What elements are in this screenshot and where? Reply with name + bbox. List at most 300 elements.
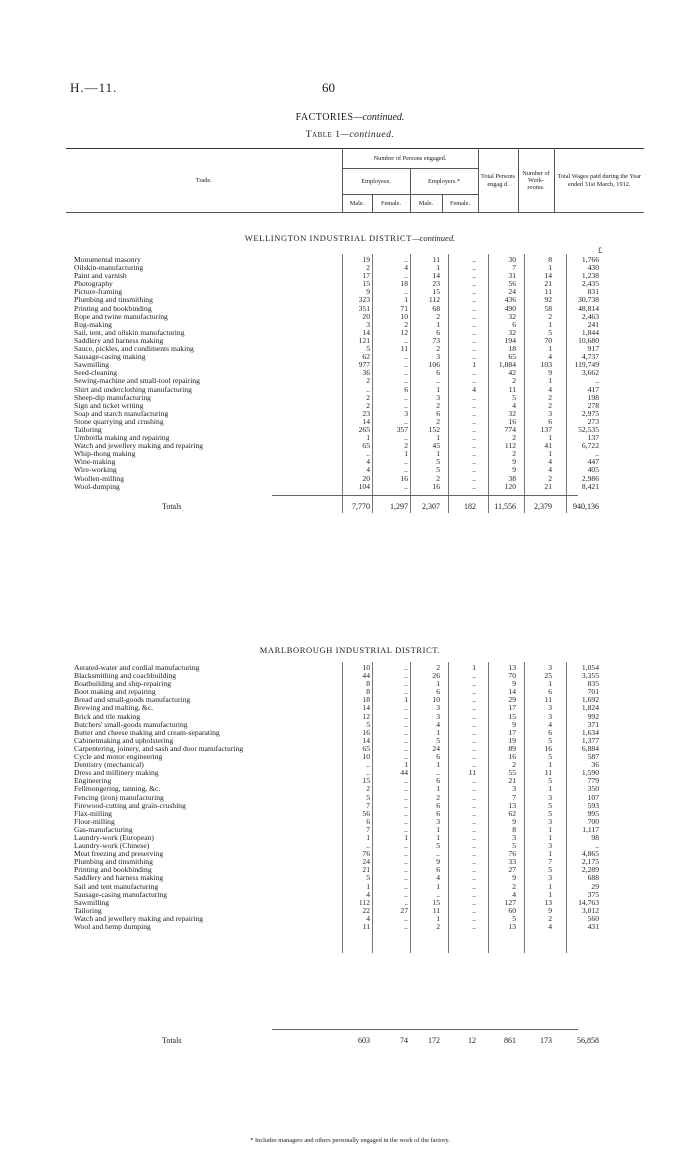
trade-name: Rug-making (74, 320, 112, 329)
cell-workrooms: 3 (548, 408, 552, 418)
cell-workrooms: 1 (548, 433, 552, 443)
table-row (66, 450, 644, 458)
cell-employees-male: 20 (362, 473, 370, 483)
cell-workrooms: 1 (548, 832, 552, 842)
header-workrooms: Number of Work-rooms. (518, 149, 554, 213)
cell-employees-female: .. (404, 792, 408, 802)
header-persons-engaged: Number of Persons engaged. (342, 149, 478, 169)
cell-employers-male: 5 (436, 841, 440, 851)
cell-employers-male: 5 (436, 735, 440, 745)
table-row (66, 418, 644, 426)
cell-employees-female: .. (404, 457, 408, 467)
document-title (0, 112, 700, 123)
cell-employees-male: 7 (366, 824, 370, 834)
cell-employees-male: 19 (362, 255, 370, 264)
cell-employees-male: 15 (362, 279, 370, 289)
total-workrooms: 2,379 (534, 502, 552, 511)
cell-wages: 1,054 (581, 663, 599, 672)
cell-wages: 98 (591, 832, 599, 842)
trade-name: Bread and small-goods manufacturing (74, 696, 191, 705)
cell-wages: 48,814 (578, 303, 599, 313)
cell-employers-female: .. (472, 424, 476, 434)
trade-name: Cabinetmaking and upholstering (74, 736, 174, 745)
table-row (66, 818, 644, 826)
cell-employees-male: 14 (362, 327, 370, 337)
cell-employers-female: .. (472, 711, 476, 721)
cell-wages: 1,824 (581, 703, 599, 713)
cell-employers-female: .. (472, 368, 476, 378)
cell-employers-male: 14 (432, 271, 440, 281)
cell-total-persons: 127 (504, 897, 516, 907)
cell-employers-male: 24 (432, 743, 440, 753)
cell-total-persons: 9 (512, 465, 516, 475)
table-row (66, 434, 644, 442)
cell-workrooms: 1 (548, 344, 552, 354)
table-row (66, 704, 644, 712)
cell-employees-male: 4 (366, 457, 370, 467)
cell-employees-male: 4 (366, 913, 370, 923)
cell-wages: .. (595, 449, 599, 459)
cell-wages: 1,377 (581, 735, 599, 745)
cell-employees-female: .. (404, 255, 408, 264)
cell-employers-male: 3 (436, 711, 440, 721)
cell-employees-female: .. (404, 922, 408, 931)
cell-employees-female: 1 (404, 832, 408, 842)
cell-employers-female: .. (472, 263, 476, 273)
totals-rule (272, 495, 578, 496)
cell-employers-male: 3 (436, 392, 440, 402)
trade-name: Printing and bookbinding (74, 304, 152, 313)
cell-workrooms: 4 (548, 384, 552, 394)
cell-wages: 593 (587, 800, 599, 810)
column-rule (342, 254, 343, 513)
cell-employees-female: .. (404, 865, 408, 875)
trade-name: Rope and twine manufacturing (74, 312, 168, 321)
cell-wages: 29 (591, 881, 599, 891)
cell-employers-female: .. (472, 376, 476, 386)
cell-wages: 917 (587, 344, 599, 354)
cell-employees-female: 12 (400, 327, 408, 337)
column-rule (410, 662, 411, 953)
cell-employers-male: .. (436, 889, 440, 899)
cell-total-persons: 6 (512, 319, 516, 329)
cell-total-persons: 112 (504, 441, 516, 451)
cell-workrooms: 1 (548, 889, 552, 899)
cell-wages: 688 (587, 873, 599, 883)
cell-workrooms: 1 (548, 881, 552, 891)
cell-total-persons: 7 (512, 792, 516, 802)
cell-employers-female: .. (472, 792, 476, 802)
cell-workrooms: 11 (544, 287, 552, 297)
cell-total-persons: 32 (508, 408, 516, 418)
table-row (66, 264, 644, 272)
table-row (66, 296, 644, 304)
total-employees-female: 1,297 (390, 502, 408, 511)
table-row (66, 466, 644, 474)
cell-employers-male: 6 (436, 808, 440, 818)
cell-wages: 1,238 (581, 271, 599, 281)
column-rule (342, 662, 343, 953)
trade-name: Wine-making (74, 458, 116, 467)
cell-employees-female: .. (404, 889, 408, 899)
cell-employers-male: 1 (436, 679, 440, 689)
cell-total-persons: 18 (508, 344, 516, 354)
trade-name: Shirt and underclothing manufacturing (74, 385, 192, 394)
cell-employers-male: 6 (436, 865, 440, 875)
cell-total-persons: 29 (508, 695, 516, 705)
trade-name: Engineering (74, 777, 112, 786)
trade-name: Sauce, pickles, and condiments making (74, 345, 194, 354)
cell-employers-male: 1 (436, 384, 440, 394)
trade-name: Wool-dumping (74, 482, 120, 491)
cell-employers-male: 23 (432, 279, 440, 289)
cell-employers-female: .. (472, 433, 476, 443)
cell-employers-male: 1 (436, 449, 440, 459)
header-employers-male: Male. (410, 195, 442, 213)
cell-employers-male: 45 (432, 441, 440, 451)
cell-wages: .. (595, 376, 599, 386)
cell-workrooms: 2 (548, 473, 552, 483)
cell-workrooms: 5 (548, 327, 552, 337)
cell-employees-female: .. (404, 727, 408, 737)
cell-wages: 2,175 (581, 857, 599, 867)
cell-employers-female: .. (472, 287, 476, 297)
cell-employees-male: 1 (366, 881, 370, 891)
table-row (66, 794, 644, 802)
cell-employees-male: 24 (362, 857, 370, 867)
table-row (66, 721, 644, 729)
cell-total-persons: 70 (508, 671, 516, 681)
cell-employees-male: 5 (366, 344, 370, 354)
cell-wages: 30,738 (578, 295, 599, 305)
cell-employers-male: 6 (436, 752, 440, 762)
cell-employers-female: .. (472, 800, 476, 810)
cell-wages: 6,884 (581, 743, 599, 753)
totals-label: Totals (162, 1036, 182, 1045)
table-row (66, 834, 644, 842)
cell-employers-female: .. (472, 735, 476, 745)
cell-total-persons: 19 (508, 735, 516, 745)
cell-employers-male: 1 (436, 832, 440, 842)
cell-total-persons: 38 (508, 473, 516, 483)
cell-employers-female: .. (472, 913, 476, 923)
cell-workrooms: 6 (548, 416, 552, 426)
cell-employees-female: 6 (404, 384, 408, 394)
trade-name: Saddlery and harness making (74, 874, 164, 883)
cell-total-persons: 436 (504, 295, 516, 305)
cell-employers-female: .. (472, 481, 476, 491)
cell-employers-male: 11 (432, 255, 440, 264)
cell-wages: 1,844 (581, 327, 599, 337)
column-rule (448, 662, 449, 953)
cell-workrooms: 3 (548, 703, 552, 713)
table-row (66, 672, 644, 680)
cell-employees-male: 5 (366, 719, 370, 729)
cell-workrooms: 70 (544, 335, 552, 345)
trade-name: Sail and tent manufacturing (74, 882, 159, 891)
table-row (66, 256, 644, 264)
cell-total-persons: 13 (508, 800, 516, 810)
cell-employers-male: 5 (436, 457, 440, 467)
cell-employees-female: .. (404, 416, 408, 426)
cell-total-persons: 2 (512, 760, 516, 770)
cell-total-persons: 60 (508, 905, 516, 915)
cell-employees-female: 3 (404, 408, 408, 418)
cell-workrooms: 2 (548, 311, 552, 321)
cell-total-persons: 9 (512, 719, 516, 729)
trade-name: Stone quarrying and crushing (74, 417, 164, 426)
trade-name: Wire-working (74, 466, 117, 475)
cell-wages: 2,435 (581, 279, 599, 289)
cell-employees-female: 16 (400, 473, 408, 483)
table-row (66, 745, 644, 753)
cell-employees-male: 21 (362, 865, 370, 875)
cell-workrooms: 5 (548, 735, 552, 745)
cell-employees-female: .. (404, 800, 408, 810)
cell-workrooms: 4 (548, 352, 552, 362)
cell-employers-female: .. (472, 905, 476, 915)
cell-employees-male: 112 (358, 897, 370, 907)
cell-employees-female: .. (404, 392, 408, 402)
cell-employers-female: 1 (472, 360, 476, 370)
cell-workrooms: 11 (544, 695, 552, 705)
cell-wages: 137 (587, 433, 599, 443)
table-row (66, 907, 644, 915)
cell-employers-female: .. (472, 400, 476, 410)
cell-wages: 1,590 (581, 768, 599, 778)
cell-employers-female: 4 (472, 384, 476, 394)
cell-employers-male: 2 (436, 400, 440, 410)
table-row (66, 810, 644, 818)
cell-employers-male: 3 (436, 352, 440, 362)
cell-workrooms: 1 (548, 784, 552, 794)
cell-employees-male: 15 (362, 776, 370, 786)
cell-employers-female: .. (472, 873, 476, 883)
table-row (66, 883, 644, 891)
table-row (66, 361, 644, 369)
cell-employers-female: .. (472, 760, 476, 770)
cell-wages: 779 (587, 776, 599, 786)
cell-employers-female: .. (472, 303, 476, 313)
table-row (66, 680, 644, 688)
cell-wages: 2,463 (581, 311, 599, 321)
cell-employees-female: .. (404, 881, 408, 891)
trade-name: Sign and ticket writing (74, 401, 144, 410)
cell-employees-male: 8 (366, 679, 370, 689)
cell-wages: 405 (587, 465, 599, 475)
table-row (66, 483, 644, 491)
total-employees-female: 74 (400, 1036, 408, 1045)
cell-employers-male: 2 (436, 473, 440, 483)
cell-employers-male: 152 (428, 424, 440, 434)
cell-employees-male: 323 (358, 295, 370, 305)
cell-employees-male: 121 (358, 335, 370, 345)
cell-wages: 417 (587, 384, 599, 394)
header-employers: Employers.* (410, 169, 478, 195)
cell-employers-male: 1 (436, 433, 440, 443)
table-row (66, 891, 644, 899)
trade-name: Tailoring (74, 425, 102, 434)
cell-wages: 10,680 (578, 335, 599, 345)
section-title-text: WELLINGTON INDUSTRIAL DISTRICT (244, 233, 412, 243)
cell-total-persons: 55 (508, 768, 516, 778)
table-row (66, 369, 644, 377)
trade-name: Plumbing and tinsmithing (74, 296, 153, 305)
cell-employers-female: .. (472, 752, 476, 762)
cell-workrooms: 7 (548, 857, 552, 867)
total-workrooms: 173 (540, 1036, 552, 1045)
trade-name: Sail, tent, and oilskin manufacturing (74, 328, 185, 337)
cell-employees-female: 2 (404, 319, 408, 329)
cell-workrooms: 5 (548, 776, 552, 786)
cell-wages: 1,692 (581, 695, 599, 705)
cell-total-persons: 774 (504, 424, 516, 434)
cell-employers-male: 1 (436, 913, 440, 923)
cell-total-persons: 2 (512, 433, 516, 443)
cell-total-persons: 76 (508, 849, 516, 859)
totals-rule (272, 1029, 578, 1030)
cell-employers-female: .. (472, 849, 476, 859)
cell-wages: 8,421 (581, 481, 599, 491)
cell-employees-female: .. (404, 808, 408, 818)
table-row (66, 777, 644, 785)
trade-name: Printing and bookbinding (74, 866, 152, 875)
cell-wages: 2,975 (581, 408, 599, 418)
cell-total-persons: 21 (508, 776, 516, 786)
trade-name: Watch and jewellery making and repairing (74, 442, 204, 451)
cell-workrooms: 1 (548, 849, 552, 859)
table-row (66, 402, 644, 410)
cell-wages: 3,662 (581, 368, 599, 378)
cell-employees-male: 23 (362, 408, 370, 418)
cell-workrooms: 6 (548, 687, 552, 697)
cell-employers-male: 6 (436, 368, 440, 378)
cell-wages: 241 (587, 319, 599, 329)
cell-workrooms: 4 (548, 465, 552, 475)
cell-employers-female: .. (472, 279, 476, 289)
cell-wages: 447 (587, 457, 599, 467)
wellington-rows (66, 256, 644, 491)
cell-employees-male: 265 (358, 424, 370, 434)
table-row (66, 713, 644, 721)
table-row (66, 842, 644, 850)
total-wages: 940,136 (573, 502, 599, 511)
cell-employees-female: .. (404, 465, 408, 475)
cell-employers-female: .. (472, 865, 476, 875)
table-row (66, 769, 644, 777)
table-row (66, 753, 644, 761)
cell-employees-male: 10 (362, 752, 370, 762)
cell-employees-male: 65 (362, 441, 370, 451)
trade-name: Boatbuilding and ship-repairing (74, 680, 172, 689)
column-rule (488, 662, 489, 953)
cell-wages: 273 (587, 416, 599, 426)
table-row (66, 802, 644, 810)
cell-workrooms: 21 (544, 481, 552, 491)
table-row (66, 761, 644, 769)
cell-workrooms: 1 (548, 263, 552, 273)
cell-wages: 278 (587, 400, 599, 410)
cell-workrooms: 2 (548, 913, 552, 923)
cell-wages: 831 (587, 287, 599, 297)
cell-employees-female: .. (404, 287, 408, 297)
cell-employees-female: 2 (404, 441, 408, 451)
cell-employees-female: .. (404, 703, 408, 713)
table-row (66, 475, 644, 483)
column-rule (488, 254, 489, 513)
trade-name: Dentistry (mechanical) (74, 761, 144, 770)
header-employees-female: Female. (372, 195, 410, 213)
cell-employers-male: 2 (436, 311, 440, 321)
cell-total-persons: 11 (508, 384, 516, 394)
cell-employees-female: .. (404, 849, 408, 859)
cell-employees-male: 5 (366, 873, 370, 883)
trade-name: Butchers' small-goods manufacturing (74, 720, 188, 729)
cell-workrooms: 41 (544, 441, 552, 451)
cell-employers-female: .. (472, 824, 476, 834)
cell-employees-male: 104 (358, 481, 370, 491)
total-employees-male: 7,770 (352, 502, 370, 511)
trade-name: Boot making and repairing (74, 688, 156, 697)
cell-employers-male: 15 (432, 287, 440, 297)
cell-workrooms: 58 (544, 303, 552, 313)
table-row (66, 313, 644, 321)
header-employers-female: Female. (442, 195, 478, 213)
cell-employers-female: .. (472, 449, 476, 459)
cell-employees-male: 10 (362, 663, 370, 672)
cell-employees-female: .. (404, 824, 408, 834)
cell-employers-male: 5 (436, 465, 440, 475)
cell-workrooms: 3 (548, 711, 552, 721)
cell-employers-male: 3 (436, 703, 440, 713)
cell-wages: 6,722 (581, 441, 599, 451)
cell-employers-male: 2 (436, 344, 440, 354)
trade-name: Wool and hemp dumping (74, 923, 151, 931)
cell-total-persons: 5 (512, 913, 516, 923)
cell-employees-male: 1 (366, 433, 370, 443)
table-row (66, 785, 644, 793)
cell-employees-male: .. (366, 760, 370, 770)
cell-employers-female: .. (472, 441, 476, 451)
cell-employers-female: .. (472, 271, 476, 281)
cell-employers-female: .. (472, 671, 476, 681)
cell-employees-male: 3 (366, 319, 370, 329)
cell-employees-male: 17 (362, 271, 370, 281)
cell-employers-female: .. (472, 679, 476, 689)
cell-employers-male: 9 (436, 857, 440, 867)
cell-workrooms: 6 (548, 727, 552, 737)
cell-total-persons: 14 (508, 687, 516, 697)
cell-employers-male: 6 (436, 800, 440, 810)
trade-name: Aerated-water and cordial manufacturing (74, 664, 200, 672)
cell-workrooms: 2 (548, 392, 552, 402)
trade-name: Gas-manufacturing (74, 825, 133, 834)
cell-workrooms: 5 (548, 752, 552, 762)
cell-employees-male: 22 (362, 905, 370, 915)
trade-name: Watch and jewellery making and repairing (74, 914, 204, 923)
total-total-persons: 861 (504, 1036, 516, 1045)
total-employers-female: 12 (468, 1036, 476, 1045)
cell-employers-female: .. (472, 473, 476, 483)
cell-employees-female: .. (404, 671, 408, 681)
table-row (66, 288, 644, 296)
table-title (0, 130, 700, 140)
cell-wages: 430 (587, 263, 599, 273)
cell-workrooms: 3 (548, 841, 552, 851)
cell-employers-male: 2 (436, 663, 440, 672)
cell-employees-female: 18 (400, 279, 408, 289)
cell-employers-female: .. (472, 889, 476, 899)
